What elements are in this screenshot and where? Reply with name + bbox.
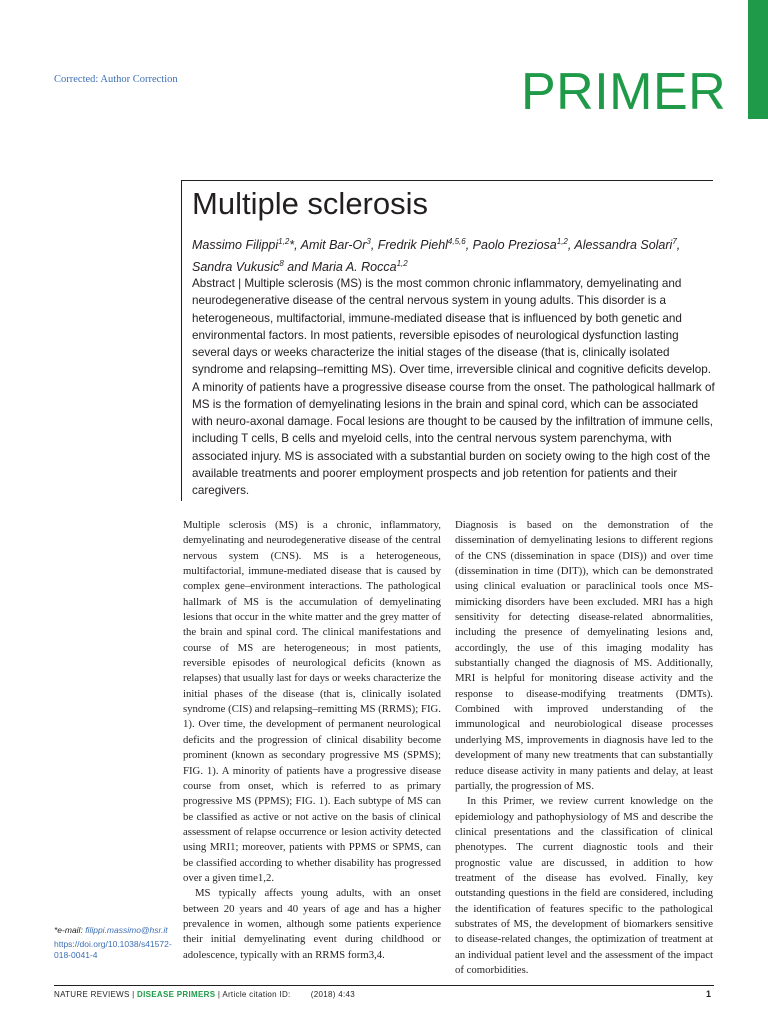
title-rule — [181, 180, 713, 181]
citation-id: (2018) 4:43 — [310, 990, 355, 999]
doi-link[interactable]: https://doi.org/10.1038/s41572-018-0041-4 — [54, 939, 172, 960]
abstract-side-rule — [181, 180, 182, 501]
corresponding-email — [54, 925, 168, 936]
body-paragraph: Multiple sclerosis (MS) is a chronic, inflammatory, demyelinating and neurodegenerative disease of the central nervous system (CNS). MS is a heterogeneous, multifactorial, immune-mediated disease that is caused by complex gene–environment interactions. The pathological hallmark of MS is the accumulation of demyelinating lesions that occur in the white matter and the grey matter of the brain and spinal cord. The clinical manifestations and course of MS are heterogeneous; in most patients, reversible episodes of neurological deficits (known as relapses) that usually last for days or weeks characterize the initial phases of the disease (that is, clinically isolated syndrome (CIS) and relapsing–remitting MS (RRMS); FIG. 1). Over time, the development of permanent neurological deficits and the progression of clinical disability become prominent (known as secondary progressive MS (SPMS); FIG. 1). A minority of patients have a progressive disease course from onset, which is referred to as primary progressive MS (PPMS); FIG. 1). Each subtype of MS can be classified as active or not active on the basis of clinical assessment of relapse occurrence or lesion activity detected using MRI1; moreover, patients with PPMS or SPMS, can be classified according to whether disability has progressed over a given time1,2. — [183, 519, 441, 884]
journal-name: NATURE REVIEWS | — [54, 990, 138, 999]
citation-label: | Article citation ID: — [215, 990, 291, 999]
email-label: *e-mail: — [54, 925, 86, 935]
accent-bar — [748, 0, 768, 119]
footer-rule — [54, 985, 714, 986]
correction-notice[interactable]: Corrected: Author Correction — [54, 74, 178, 85]
body-column-left — [183, 518, 441, 963]
body-paragraph: In this Primer, we review current knowledge on the epidemiology and pathophysiology of MS and describe the clinical presentations and the classification of clinical phenotypes. The current diagnostic tools and their prognostic value are discussed, in addition to how treatment of the disease has evolved. Finally, key outstanding questions in the field are considered, including the identification of features specific to the pathological substrates of MS, the development of biomarkers sensitive to disease-related changes, the optimization of treatment at an individual patient level and the assessment of the impact of comorbidities. — [455, 795, 713, 976]
author-list: Massimo Filippi$^{1,2}$*, Amit Bar-Or$^3$, Fredrik Piehl$^{4,5,6}$, Paolo Preziosa$^{1,2}$, Alessandra Solari$^7$, Sandra Vukusic$^8$ and Maria A. Rocca$^{1,2}$ — [192, 237, 681, 274]
section-label: PRIMER — [521, 63, 727, 121]
page-number: 1 — [706, 989, 712, 999]
body-paragraph: MS typically affects young adults, with an onset between 20 years and 40 years of age and has a higher prevalence in women, although some patients experience their initial demyelinating event during childhood or adolescence, typically with an RRMS form3,4. — [183, 887, 441, 961]
body-paragraph: Diagnosis is based on the demonstration of the dissemination of demyelinating lesions to different regions of the CNS (dissemination in space (DIS)) and over time (dissemination in time (DIT)), which can be demonstrated using clinical evaluation or paraclinical tools once MS-mimicking disorders have been excluded. MRI has a high sensitivity for detecting disease-related abnormalities, including the presence of demyelinating lesions and, accordingly, the use of this imaging modality has substantially changed the diagnosis of MS. Additionally, MRI is helpful for monitoring disease activity and the response to disease-modifying treatments (DMTs). Combined with improved understanding of the immunological and neurobiological disease processes underlying MS, improvements in diagnosis have led to the development of many new treatments that can substantially reduce disease activity in many patients and delay, at least partially, the progression of MS. — [455, 519, 713, 792]
email-link[interactable]: filippi.massimo@hsr.it — [85, 925, 168, 935]
footer-citation — [54, 990, 355, 999]
abstract: Abstract | Multiple sclerosis (MS) is the most common chronic inflammatory, demyelinating and neurodegenerative disease of the central nervous system in young adults. This disorder is a heterogeneous, multifactorial, immune-mediated disease that is influenced by both genetic and environmental factors. In most patients, reversible episodes of neurological dysfunction lasting several days or weeks characterize the initial stages of the disease (that is, clinically isolated syndrome and relapsing–remitting MS). Over time, irreversible clinical and cognitive deficits develop. A minority of patients have a progressive disease course from the onset. The pathological hallmark of MS is the formation of demyelinating lesions in the brain and spinal cord, which can be associated with neuro-axonal damage. Focal lesions are thought to be caused by the infiltration of immune cells, including T cells, B cells and myeloid cells, into the central nervous system parenchyma, with associated injury. MS is associated with a substantial burden on society owing to the high cost of the available treatments and poorer employment prospects and job retention for patients and their caregivers. — [192, 277, 715, 497]
body-column-right — [455, 518, 713, 978]
series-name: DISEASE PRIMERS — [137, 990, 216, 999]
article-title: Multiple sclerosis — [192, 186, 429, 221]
